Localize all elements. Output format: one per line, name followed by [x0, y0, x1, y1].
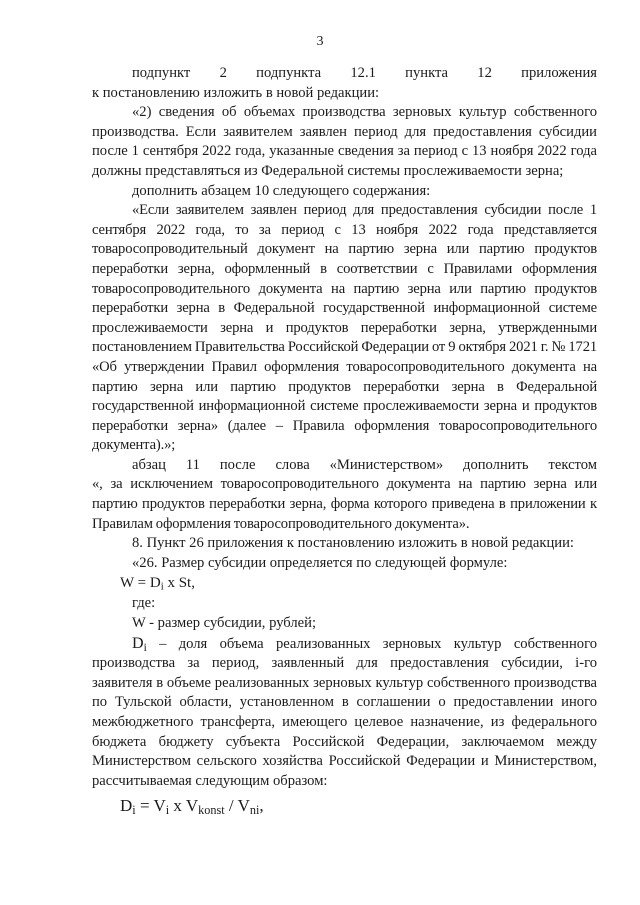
paragraph-production-info: «2) сведения об объемах производства зерновых культур собственного производства. Если заявителем заявлен период для предоставления субсидии после 1 сентября 2022 года, указанные сведения за период с 13 ноября 2022 года должны представляться из Федеральной системы прослеживаемости зерна; [92, 104, 597, 179]
paragraph-di-definition [92, 634, 597, 792]
paragraph-subpoint-intro-cont: к постановлению изложить в новой редакции: [92, 84, 380, 101]
paragraph-point-26: «26. Размер субсидии определяется по следующей формуле: [132, 554, 508, 571]
paragraph-clause-11-intro: абзац 11 после слова «Министерством» дополнить текстом [132, 456, 597, 473]
document-body [92, 64, 597, 818]
paragraph-point-8: 8. Пункт 26 приложения к постановлению изложить в новой редакции: [132, 535, 574, 552]
di-definition-text: – доля объема реализованных зерновых культур собственного производства за период, заявленный для предоставления субсидии, i-го заявителя в объеме реализованных зерновых культур собственного производства по Тульской области, установленном в соглашении о предоставлении иного межбюджетного трансферта, имеющего целевое назначение, из федерального бюджета бюджету субъекта Российской Федерации, заключаемом между Министерством сельского хозяйства Российской Федерации и Министерством, рассчитываемая следующим образом: [92, 635, 597, 789]
formula-w-rhs: x St, [163, 575, 195, 592]
di-symbol: $D_i$ [132, 634, 147, 654]
formula-subsidy-amount [92, 573, 597, 594]
paragraph-clause-11-text: «, за исключением товаросопроводительного документа на партию зерна или партию продуктов переработки зерна, форма которого приведена в приложении к Правилам оформления товаросопроводительного документа». [92, 476, 597, 532]
paragraph-subpoint-intro: подпункт 2 подпункта 12.1 пункта 12 приложения [132, 65, 597, 81]
paragraph-where: где: [132, 595, 156, 612]
page-number: 3 [316, 34, 324, 49]
paragraph-clause-10-text: «Если заявителем заявлен период для предоставления субсидии после 1 сентября 2022 года, то за период с 13 ноября 2022 года представляется товаросопроводительный документ на партию зерна или партию продуктов переработки зерна, оформленный в соответствии с Правилами оформления товаросопроводительного документа на партию зерна или партию продуктов переработки зерна в Федеральной государственной информационной системе прослеживаемости зерна и продуктов переработки зерна, утвержденными постановлением Правительства Российской Федерации от 9 октября 2021 г. № 1721 «Об утверждении Правил оформления товаросопроводительного документа на партию зерна или партию продуктов переработки зерна в Федеральной государственной информационной системе прослеживаемости зерна и продуктов переработки зерна» (далее – Правила оформления товаросопроводительного документа).»; [92, 202, 597, 454]
paragraph-add-clause-10: дополнить абзацем 10 следующего содержания: [132, 182, 431, 199]
formula-share: $D_i = V_i$ x $V_{konst} / V_{ni}$, [120, 796, 264, 818]
paragraph-w-definition: W - размер субсидии, рублей; [132, 615, 316, 632]
formula-w-sub: i [160, 581, 164, 594]
formula-w-lhs: W = D [120, 575, 161, 592]
